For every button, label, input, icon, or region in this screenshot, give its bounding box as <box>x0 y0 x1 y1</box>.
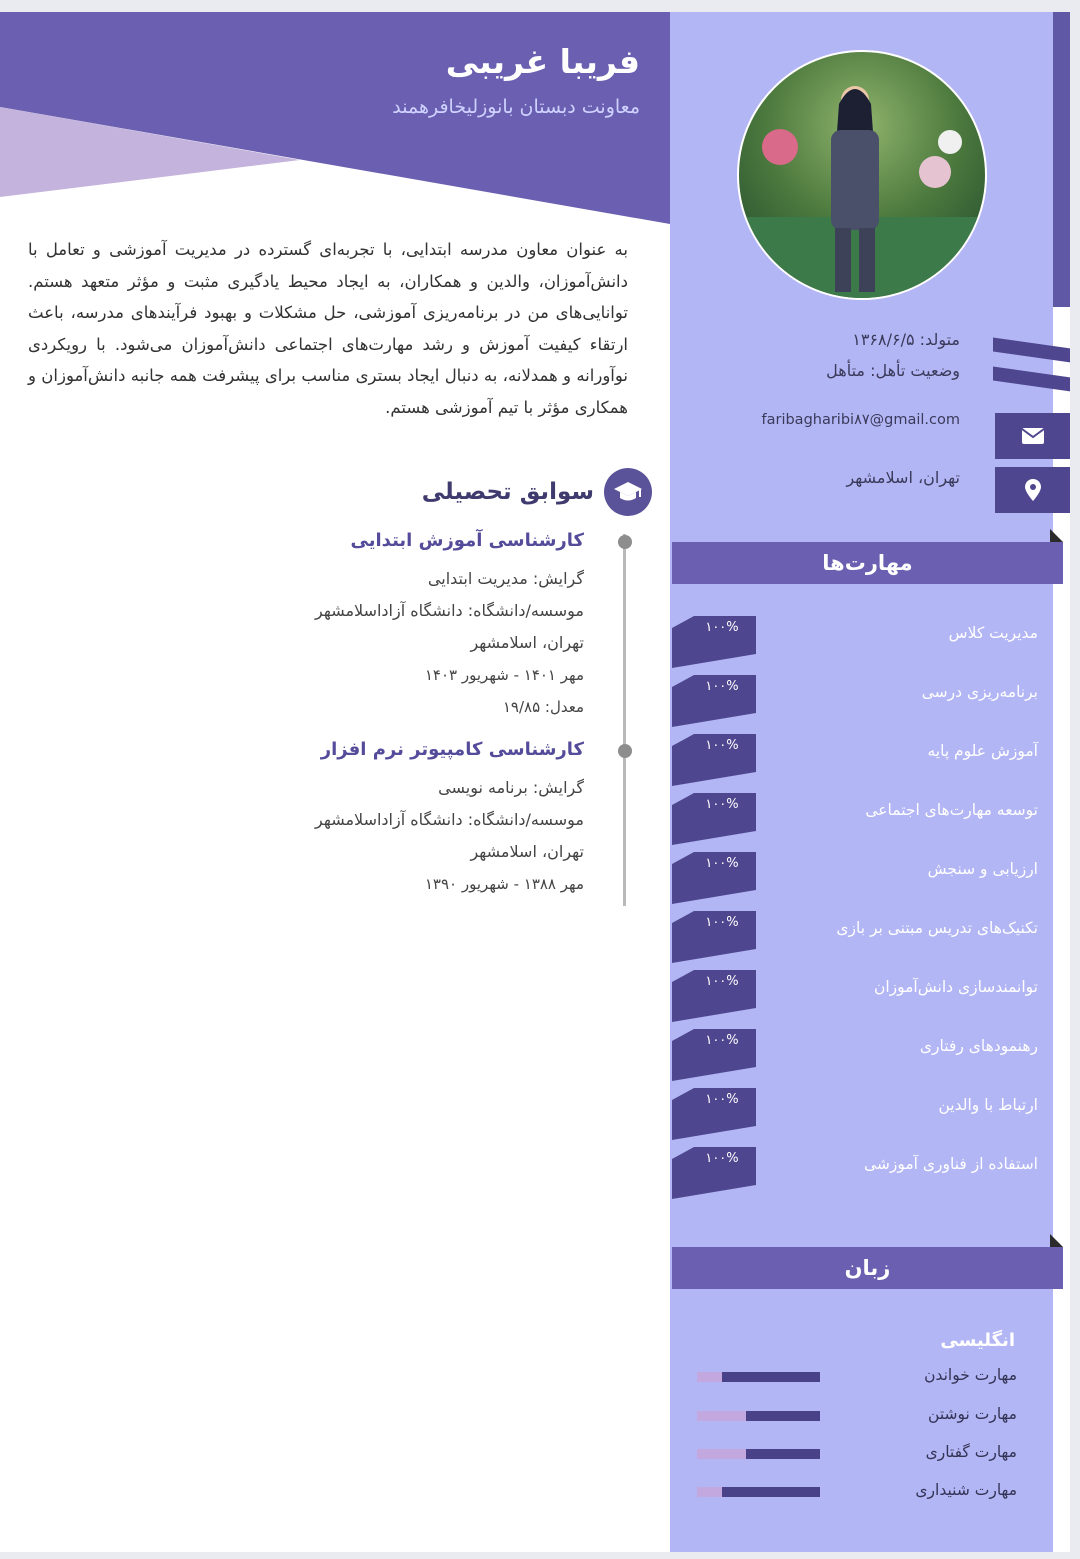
skill-name: استفاده از فناوری آموزشی <box>863 1155 1038 1173</box>
address: تهران، اسلامشهر <box>846 468 960 487</box>
degree-field: گرایش: برنامه نویسی <box>438 778 584 797</box>
location-pin-icon <box>1025 479 1041 501</box>
skill-level: ۱۰۰% <box>705 856 739 871</box>
resume-page <box>0 12 1070 1552</box>
envelope-icon <box>1021 427 1045 445</box>
education-timeline <box>623 534 626 906</box>
education-item <box>315 734 584 900</box>
language-skill-fill <box>746 1449 820 1459</box>
skill-name: مدیریت کلاس <box>948 624 1038 642</box>
skill-name: ارزیابی و سنجش <box>927 860 1038 878</box>
degree-field: گرایش: مدیریت ابتدایی <box>427 569 584 588</box>
skill-row <box>672 852 1042 904</box>
language-skill-label: مهارت نوشتن <box>928 1405 1017 1423</box>
skill-level: ۱۰۰% <box>705 679 739 694</box>
person-name: فریبا غریبی <box>445 42 640 81</box>
degree-location: تهران، اسلامشهر <box>470 842 584 861</box>
language-skill-fill <box>746 1411 820 1421</box>
education-heading: سوابق تحصیلی <box>421 479 594 505</box>
language-skill-label: مهارت شنیداری <box>915 1481 1017 1499</box>
skill-row <box>672 793 1042 845</box>
language-skill-row <box>697 1366 1017 1390</box>
email-address[interactable]: faribagharibi۸۷@gmail.com <box>761 412 960 428</box>
degree-dates: مهر ۱۴۰۱ - شهریور ۱۴۰۳ <box>424 666 584 684</box>
language-skill-track <box>697 1411 820 1421</box>
language-skill-row <box>697 1405 1017 1429</box>
band-corner <box>1050 1234 1063 1247</box>
skill-row <box>672 675 1042 727</box>
marital-status: وضعیت تأهل: متأهل <box>826 361 960 380</box>
degree-dates: مهر ۱۳۸۸ - شهریور ۱۳۹۰ <box>424 875 584 893</box>
degree-gpa: معدل: ۱۹/۸۵ <box>502 698 584 716</box>
graduation-cap-icon <box>604 468 652 516</box>
skill-row <box>672 1147 1042 1199</box>
skill-level: ۱۰۰% <box>705 1033 739 1048</box>
degree-institution: موسسه/دانشگاه: دانشگاه آزاداسلامشهر <box>314 810 584 829</box>
language-skill-row <box>697 1443 1017 1467</box>
timeline-dot <box>618 535 632 549</box>
degree-location: تهران، اسلامشهر <box>470 633 584 652</box>
degree-title: کارشناسی آموزش ابتدایی <box>350 530 584 551</box>
language-skill-track <box>697 1372 820 1382</box>
skill-level: ۱۰۰% <box>705 797 739 812</box>
skill-row <box>672 970 1042 1022</box>
skill-level: ۱۰۰% <box>705 620 739 635</box>
skill-row <box>672 734 1042 786</box>
sidebar-accent-strip <box>1053 12 1070 307</box>
languages-heading: زبان <box>672 1247 1063 1289</box>
birth-date: متولد: ۱۳۶۸/۶/۵ <box>852 330 960 349</box>
timeline-dot <box>618 744 632 758</box>
skill-level: ۱۰۰% <box>705 1151 739 1166</box>
skill-name: آموزش علوم پایه <box>927 742 1038 760</box>
language-skill-track <box>697 1449 820 1459</box>
skill-level: ۱۰۰% <box>705 738 739 753</box>
skill-name: رهنمودهای رفتاری <box>919 1037 1038 1055</box>
language-skill-fill <box>722 1372 820 1382</box>
skills-heading: مهارت‌ها <box>672 542 1063 584</box>
skill-row <box>672 911 1042 963</box>
skill-row <box>672 616 1042 668</box>
language-skill-label: مهارت گفتاری <box>925 1443 1017 1461</box>
skill-name: ارتباط با والدین <box>938 1096 1038 1114</box>
education-section-header <box>412 467 652 517</box>
skill-level: ۱۰۰% <box>705 974 739 989</box>
language-skill-label: مهارت خواندن <box>924 1366 1017 1384</box>
profile-photo <box>737 50 987 300</box>
degree-institution: موسسه/دانشگاه: دانشگاه آزاداسلامشهر <box>314 601 584 620</box>
skill-name: توانمندسازی دانش‌آموزان <box>873 978 1038 996</box>
profile-summary: به عنوان معاون مدرسه ابتدایی، با تجربه‌ای گسترده در مدیریت آموزشی و تعامل با دانش‌آموزان، والدین و همکاران، به ایجاد محیط یادگیری مثبت و مؤثر متعهد هستم. توانایی‌های من در برنامه‌ریزی آموزشی، حل مشکلات و بهبود فرآیندهای مدرسه، باعث ارتقاء کیفیت آموزش و رشد مهارت‌های اجتماعی دانش‌آموزان می‌شود. با رویکردی نوآورانه و همدلانه، به دنبال ایجاد بستری مناسب برای پیشرفت همه جانبه دانش‌آموزان و همکاری مؤثر با تیم آموزشی هستم. <box>28 240 628 417</box>
skill-name: توسعه مهارت‌های اجتماعی <box>865 801 1038 819</box>
skill-level: ۱۰۰% <box>705 1092 739 1107</box>
address-icon-box <box>995 467 1070 513</box>
skill-name: برنامه‌ریزی درسی <box>921 683 1038 701</box>
skill-level: ۱۰۰% <box>705 915 739 930</box>
language-skill-track <box>697 1487 820 1497</box>
job-title: معاونت دبستان بانوزلیخافرهمند <box>392 96 640 118</box>
skill-row <box>672 1029 1042 1081</box>
language-skill-fill <box>722 1487 820 1497</box>
education-item <box>315 525 584 723</box>
degree-title: کارشناسی کامپیوتر نرم افزار <box>320 739 584 760</box>
language-skill-row <box>697 1481 1017 1505</box>
language-name: انگلیسی <box>940 1330 1015 1351</box>
skill-name: تکنیک‌های تدریس مبتنی بر بازی <box>836 919 1038 937</box>
skill-row <box>672 1088 1042 1140</box>
email-icon-box <box>995 413 1070 459</box>
band-corner <box>1050 529 1063 542</box>
